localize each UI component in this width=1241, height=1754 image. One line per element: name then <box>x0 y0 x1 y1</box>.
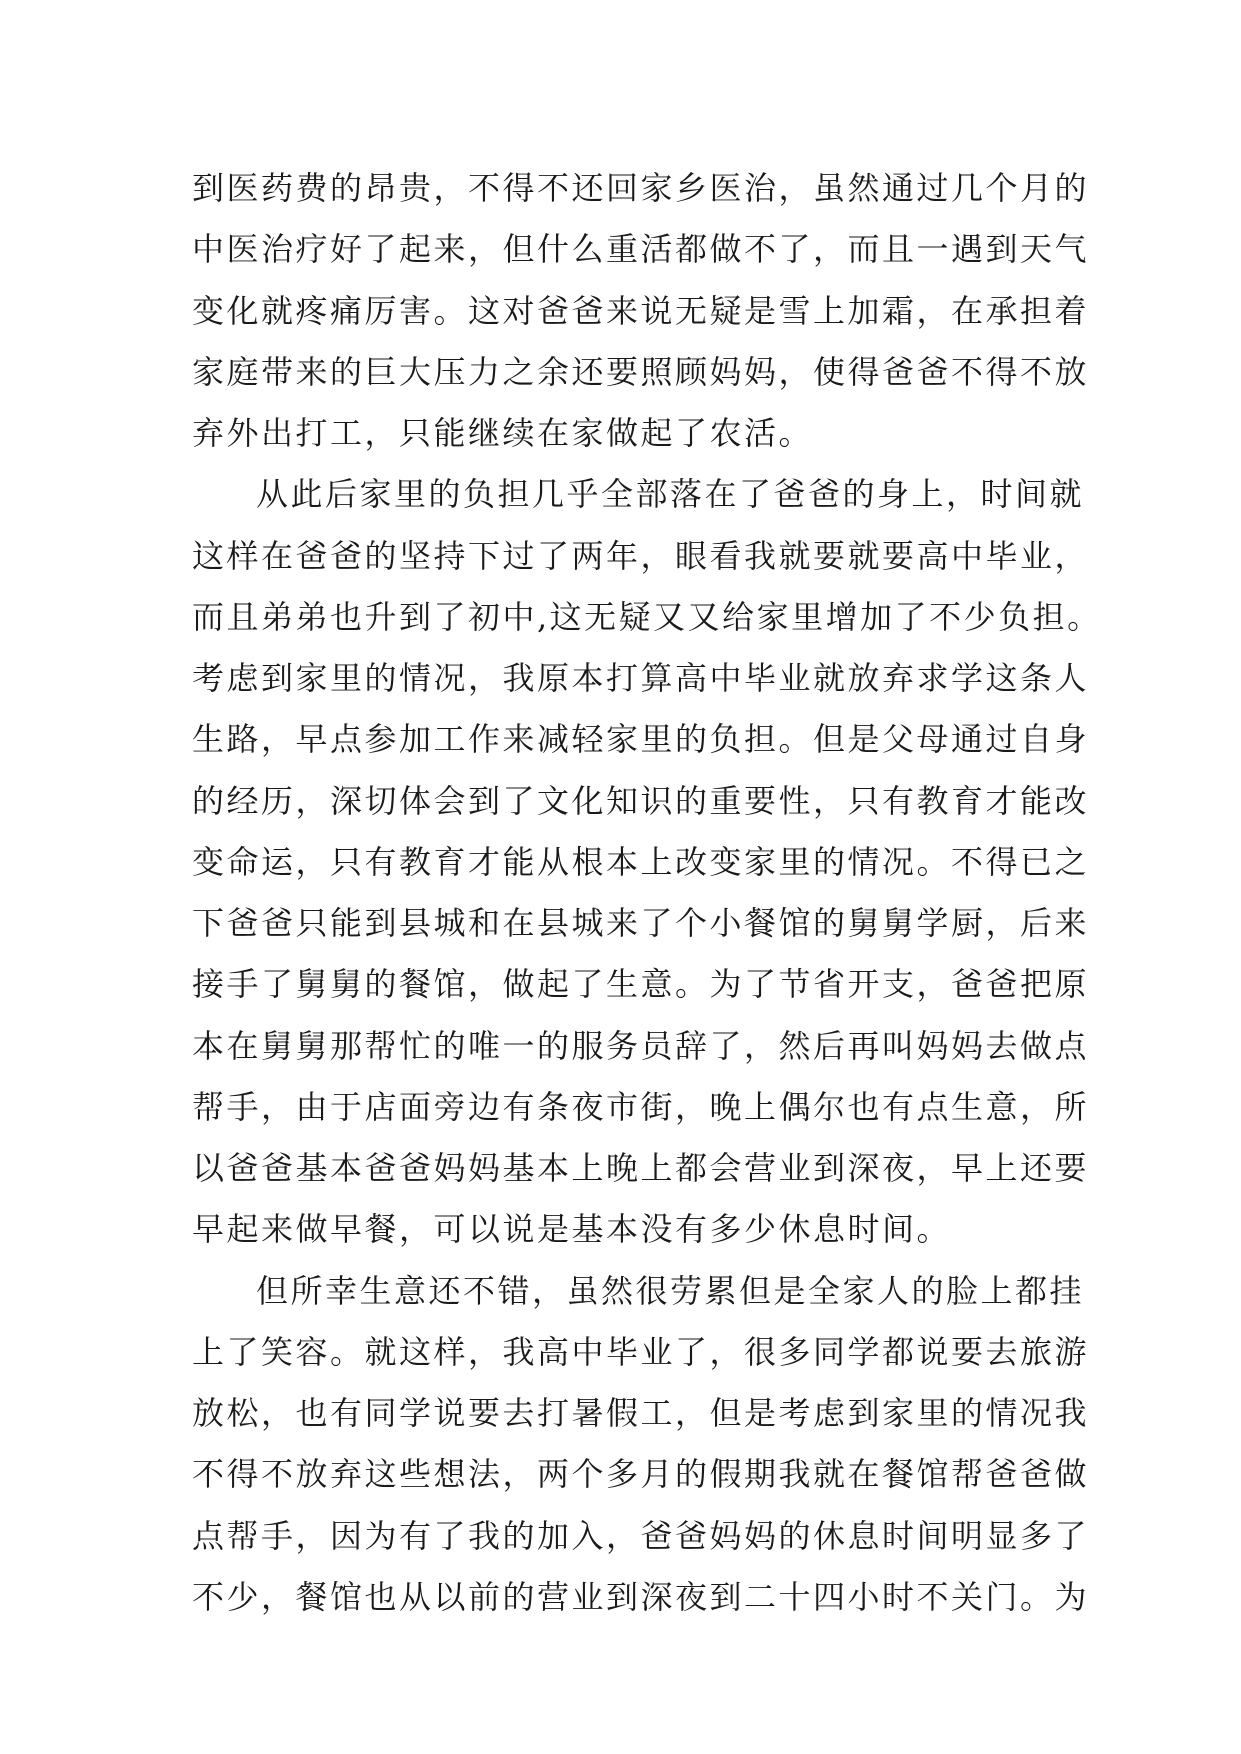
text-line: 点帮手，因为有了我的加入，爸爸妈妈的休息时间明显多了 <box>192 1516 1090 1555</box>
text-line: 上了笑容。就这样，我高中毕业了，很多同学都说要去旅游 <box>192 1332 1090 1371</box>
text-line: 的经历，深切体会到了文化知识的重要性，只有教育才能改 <box>192 781 1090 820</box>
text-line: 本在舅舅那帮忙的唯一的服务员辞了，然后再叫妈妈去做点 <box>192 1026 1090 1065</box>
paragraph-start-line: 但所幸生意还不错，虽然很劳累但是全家人的脸上都挂 <box>256 1271 1085 1310</box>
text-line: 不少，餐馆也从以前的营业到深夜到二十四小时不关门。为 <box>192 1577 1090 1616</box>
text-line: 到医药费的昂贵，不得不还回家乡医治，虽然通过几个月的 <box>192 169 1090 207</box>
text-line: 变命运，只有教育才能从根本上改变家里的情况。不得已之 <box>192 842 1090 881</box>
text-line: 而且弟弟也升到了初中,这无疑又又给家里增加了不少负担。 <box>192 597 1102 636</box>
text-line: 放松，也有同学说要去打暑假工，但是考虑到家里的情况我 <box>192 1394 1090 1432</box>
text-line: 中医治疗好了起来，但什么重活都做不了，而且一遇到天气 <box>192 230 1090 269</box>
paragraph-start-line: 从此后家里的负担几乎全部落在了爸爸的身上，时间就 <box>256 475 1085 514</box>
text-line: 家庭带来的巨大压力之余还要照顾妈妈，使得爸爸不得不放 <box>192 352 1090 391</box>
text-line: 变化就疼痛厉害。这对爸爸来说无疑是雪上加霜，在承担着 <box>192 291 1090 330</box>
text-line: 帮手，由于店面旁边有条夜市街，晚上偶尔也有点生意，所 <box>192 1087 1090 1126</box>
text-line: 这样在爸爸的坚持下过了两年，眼看我就要就要高中毕业， <box>192 536 1090 575</box>
text-line: 早起来做早餐，可以说是基本没有多少休息时间。 <box>192 1210 952 1249</box>
text-line: 生路，早点参加工作来减轻家里的负担。但是父母通过自身 <box>192 720 1090 759</box>
text-line: 弃外出打工，只能继续在家做起了农活。 <box>192 414 814 452</box>
text-line: 以爸爸基本爸爸妈妈基本上晚上都会营业到深夜，早上还要 <box>192 1149 1090 1187</box>
body-text <box>192 158 1102 1628</box>
text-line: 接手了舅舅的餐馆，做起了生意。为了节省开支，爸爸把原 <box>192 965 1090 1004</box>
text-line: 不得不放弃这些想法，两个多月的假期我就在餐馆帮爸爸做 <box>192 1455 1090 1494</box>
text-line: 下爸爸只能到县城和在县城来了个小餐馆的舅舅学厨，后来 <box>192 904 1090 942</box>
text-line: 考虑到家里的情况，我原本打算高中毕业就放弃求学这条人 <box>192 659 1090 697</box>
